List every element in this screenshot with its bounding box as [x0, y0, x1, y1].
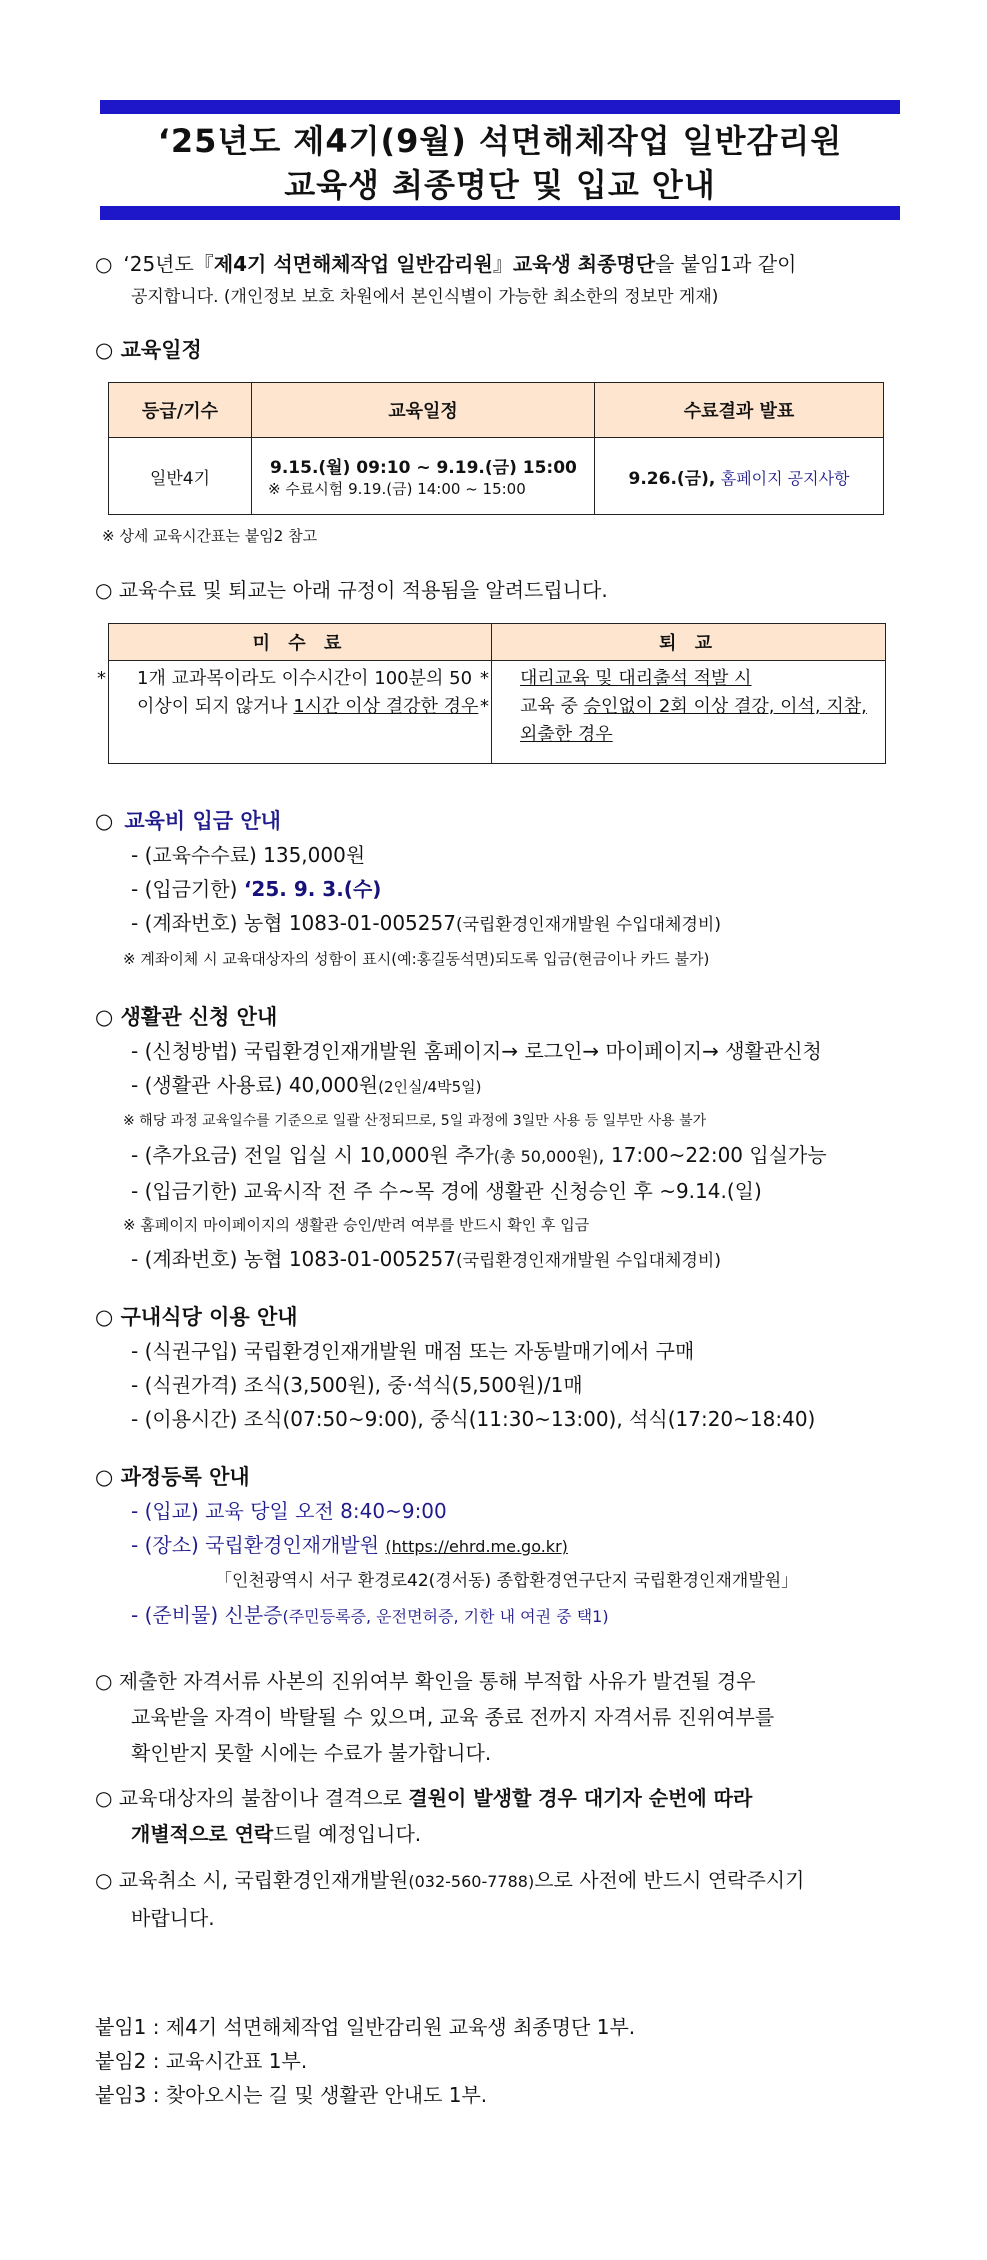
intro-text-c: 』 [492, 252, 513, 276]
rules-header-incomplete: 미 수 료 [109, 624, 492, 661]
intro-notice [95, 248, 905, 314]
schedule-dates: 9.15.(월) 09:10 ~ 9.19.(금) 15:00 [270, 458, 577, 478]
notice-cancel-1 [95, 1862, 905, 1900]
cafeteria-section [95, 1300, 905, 1436]
rules-table [97, 623, 886, 764]
cafeteria-heading: ○ 구내식당 이용 안내 [95, 1305, 298, 1329]
notice-cancel-b: 으로 사전에 반드시 연락주시기 [534, 1868, 805, 1892]
rules-incomplete-cell [97, 661, 492, 764]
schedule-note: ※ 상세 교육시간표는 붙임2 참고 [102, 527, 318, 545]
dorm-section [95, 1000, 905, 1278]
fee-note: ※ 계좌이체 시 교육대상자의 성함이 표시(예:홍길동석면)되도록 입금(현금이나 카드 불가) [123, 950, 710, 968]
dorm-checkin: , 17:00~22:00 입실가능 [598, 1143, 827, 1167]
bullet-circle: ○ [95, 252, 113, 276]
schedule-result-note: 홈페이지 공지사항 [720, 468, 850, 488]
rules-intro: ○ 교육수료 및 퇴교는 아래 규정이 적용됨을 알려드립니다. [95, 578, 608, 602]
notice-waitlist-2 [95, 1816, 905, 1852]
rules-left-a: 1개 교과목이라도 이수시간이 100분의 50 이상이 되지 않거나 [137, 668, 473, 717]
bullet-circle: ○ [95, 809, 114, 833]
dorm-fee: - (생활관 사용료) 40,000원 [131, 1073, 379, 1097]
rules-right-2a: 교육 중 [520, 696, 584, 717]
notice-waitlist-d: 드릴 예정입니다. [273, 1822, 422, 1846]
schedule-grade: 일반4기 [109, 438, 252, 515]
intro-final-list: 교육생 최종명단 [512, 252, 656, 276]
rules-left-b: 1시간 이상 결강한 경우 [293, 696, 479, 717]
cafeteria-hours: - (이용시간) 조식(07:50~9:00), 중식(11:30~13:00), 석식(17:20~18:40) [131, 1407, 816, 1431]
schedule-dates-cell [252, 438, 595, 515]
intro-text-a: ‘25년도『 [123, 252, 214, 276]
rules-right-1: 대리교육 및 대리출석 적발 시 [520, 668, 752, 689]
dorm-method: - (신청방법) 국립환경인재개발원 홈페이지→ 로그인→ 마이페이지→ 생활관신청 [131, 1039, 822, 1063]
dorm-account-holder: (국립환경인재개발원 수입대체경비) [455, 1251, 721, 1271]
fee-deadline-label: - (입금기한) [131, 877, 244, 901]
notice-waitlist-a: ○ 교육대상자의 불참이나 결격으로 [95, 1786, 409, 1810]
fee-account: - (계좌번호) 농협 1083-01-005257 [131, 911, 456, 935]
title-bottom-bar [100, 206, 900, 220]
notice-documents-2: 교육받을 자격이 박탈될 수 있으며, 교육 종료 전까지 자격서류 진위여부를 [131, 1705, 775, 1729]
dorm-deadline-note: ※ 홈페이지 마이페이지의 생활관 승인/반려 여부를 반드시 확인 후 입금 [123, 1216, 590, 1234]
schedule-exam: ※ 수료시험 9.19.(금) 14:00 ~ 15:00 [268, 480, 526, 498]
fee-deadline-line [95, 872, 905, 906]
schedule-heading: ○ 교육일정 [95, 338, 202, 362]
notice-waitlist-b: 결원이 발생할 경우 대기자 순번에 따라 [408, 1786, 753, 1810]
intro-course-name: 제4기 석면해체작업 일반감리원 [213, 252, 493, 276]
fee-section [95, 804, 905, 976]
star-mark: * [480, 696, 489, 717]
fee-account-line [95, 906, 905, 942]
dorm-account-line [95, 1242, 905, 1278]
dorm-account: - (계좌번호) 농협 1083-01-005257 [131, 1247, 456, 1271]
registration-section [95, 1460, 905, 1634]
cafeteria-purchase: - (식권구입) 국립환경인재개발원 매점 또는 자동발매기에서 구매 [131, 1339, 695, 1363]
dorm-extra: - (추가요금) 전일 입실 시 10,000원 추가 [131, 1143, 494, 1167]
notice-documents-1: ○ 제출한 자격서류 사본의 진위여부 확인을 통해 부적합 사유가 발견될 경우 [95, 1669, 756, 1693]
schedule-header-result: 수료결과 발표 [595, 383, 884, 438]
notice-cancel-a: ○ 교육취소 시, 국립환경인재개발원 [95, 1868, 409, 1892]
registration-entry: - (입교) 교육 당일 오전 8:40~9:00 [131, 1499, 447, 1523]
intro-line-2: 공지합니다. (개인정보 보호 차원에서 본인식별이 가능한 최소한의 정보만 게재) [131, 287, 719, 307]
dorm-heading: ○ 생활관 신청 안내 [95, 1005, 278, 1029]
schedule-header-grade: 등급/기수 [109, 383, 252, 438]
notice-cancel-phone: (032-560-7788) [408, 1872, 535, 1891]
notice-documents-3: 확인받지 못할 시에는 수료가 불가합니다. [131, 1741, 492, 1765]
rules-header-dismissal: 퇴 교 [492, 624, 886, 661]
dorm-deadline: - (입금기한) 교육시작 전 주 수~목 경에 생활관 신청승인 후 ~9.14.(일) [131, 1179, 762, 1203]
star-mark: * [480, 668, 489, 689]
intro-text-e: 을 붙임1과 같이 [655, 252, 797, 276]
schedule-header-dates: 교육일정 [252, 383, 595, 438]
attachment-1: 붙임1 : 제4기 석면해체작업 일반감리원 교육생 최종명단 1부. [95, 2015, 636, 2039]
title-line-2: 교육생 최종명단 및 입교 안내 [284, 166, 716, 204]
fee-deadline: ‘25. 9. 3.(수) [243, 877, 382, 901]
rules-dismissal-cell [480, 661, 886, 764]
schedule-table [108, 382, 884, 515]
rules-right-2b: 승인없이 2회 이상 결강, 이석, 지참, 외출한 경우 [520, 696, 867, 745]
rules-dismissal-1 [480, 665, 877, 693]
fee-amount: - (교육수수료) 135,000원 [131, 843, 366, 867]
notice-waitlist [95, 1780, 905, 1852]
registration-prep-detail: (주민등록증, 운전면허증, 기한 내 여권 중 택1) [282, 1607, 609, 1626]
dorm-extra-detail: (총 50,000원) [493, 1147, 599, 1166]
notice-cancel [95, 1862, 905, 1936]
registration-address: 「인천광역시 서구 환경로42(경서동) 종합환경연구단지 국립환경인재개발원」 [215, 1571, 799, 1591]
notice-documents [95, 1663, 905, 1771]
dorm-fee-line [95, 1068, 905, 1104]
notice-cancel-2: 바랍니다. [131, 1906, 215, 1930]
notice-waitlist-c: 개별적으로 연락 [131, 1822, 274, 1846]
rules-dismissal-2 [480, 693, 877, 749]
dorm-fee-note: ※ 해당 과정 교육일수를 기준으로 일괄 산정되므로, 5일 과정에 3일만 사용 등 일부만 사용 불가 [123, 1113, 707, 1129]
rules-incomplete-text [97, 665, 483, 721]
registration-place-line [95, 1528, 905, 1564]
dorm-extra-line [95, 1138, 905, 1174]
fee-account-holder: (국립환경인재개발원 수입대체경비) [455, 915, 721, 935]
registration-prep-line [95, 1598, 905, 1634]
registration-prep: - (준비물) 신분증 [131, 1603, 283, 1627]
attachment-2: 붙임2 : 교육시간표 1부. [95, 2049, 308, 2073]
star-mark: * [97, 668, 106, 689]
fee-heading: 교육비 입금 안내 [124, 809, 281, 833]
attachments-list [95, 2010, 635, 2112]
title-top-bar [100, 100, 900, 114]
cafeteria-price: - (식권가격) 조식(3,500원), 중·석식(5,500원)/1매 [131, 1373, 583, 1397]
title-line-1: ‘25년도 제4기(9월) 석면해체작업 일반감리원 [157, 122, 843, 160]
dorm-fee-detail: (2인실/4박5일) [378, 1078, 482, 1096]
schedule-result-cell [595, 438, 884, 515]
registration-heading: ○ 과정등록 안내 [95, 1465, 250, 1489]
schedule-result-date: 9.26.(금), [628, 468, 716, 489]
registration-place: - (장소) 국립환경인재개발원 [131, 1533, 386, 1557]
attachment-3: 붙임3 : 찾아오시는 길 및 생활관 안내도 1부. [95, 2083, 488, 2107]
registration-url-link[interactable]: (https://ehrd.me.go.kr) [385, 1537, 568, 1556]
notice-waitlist-1 [95, 1780, 905, 1816]
